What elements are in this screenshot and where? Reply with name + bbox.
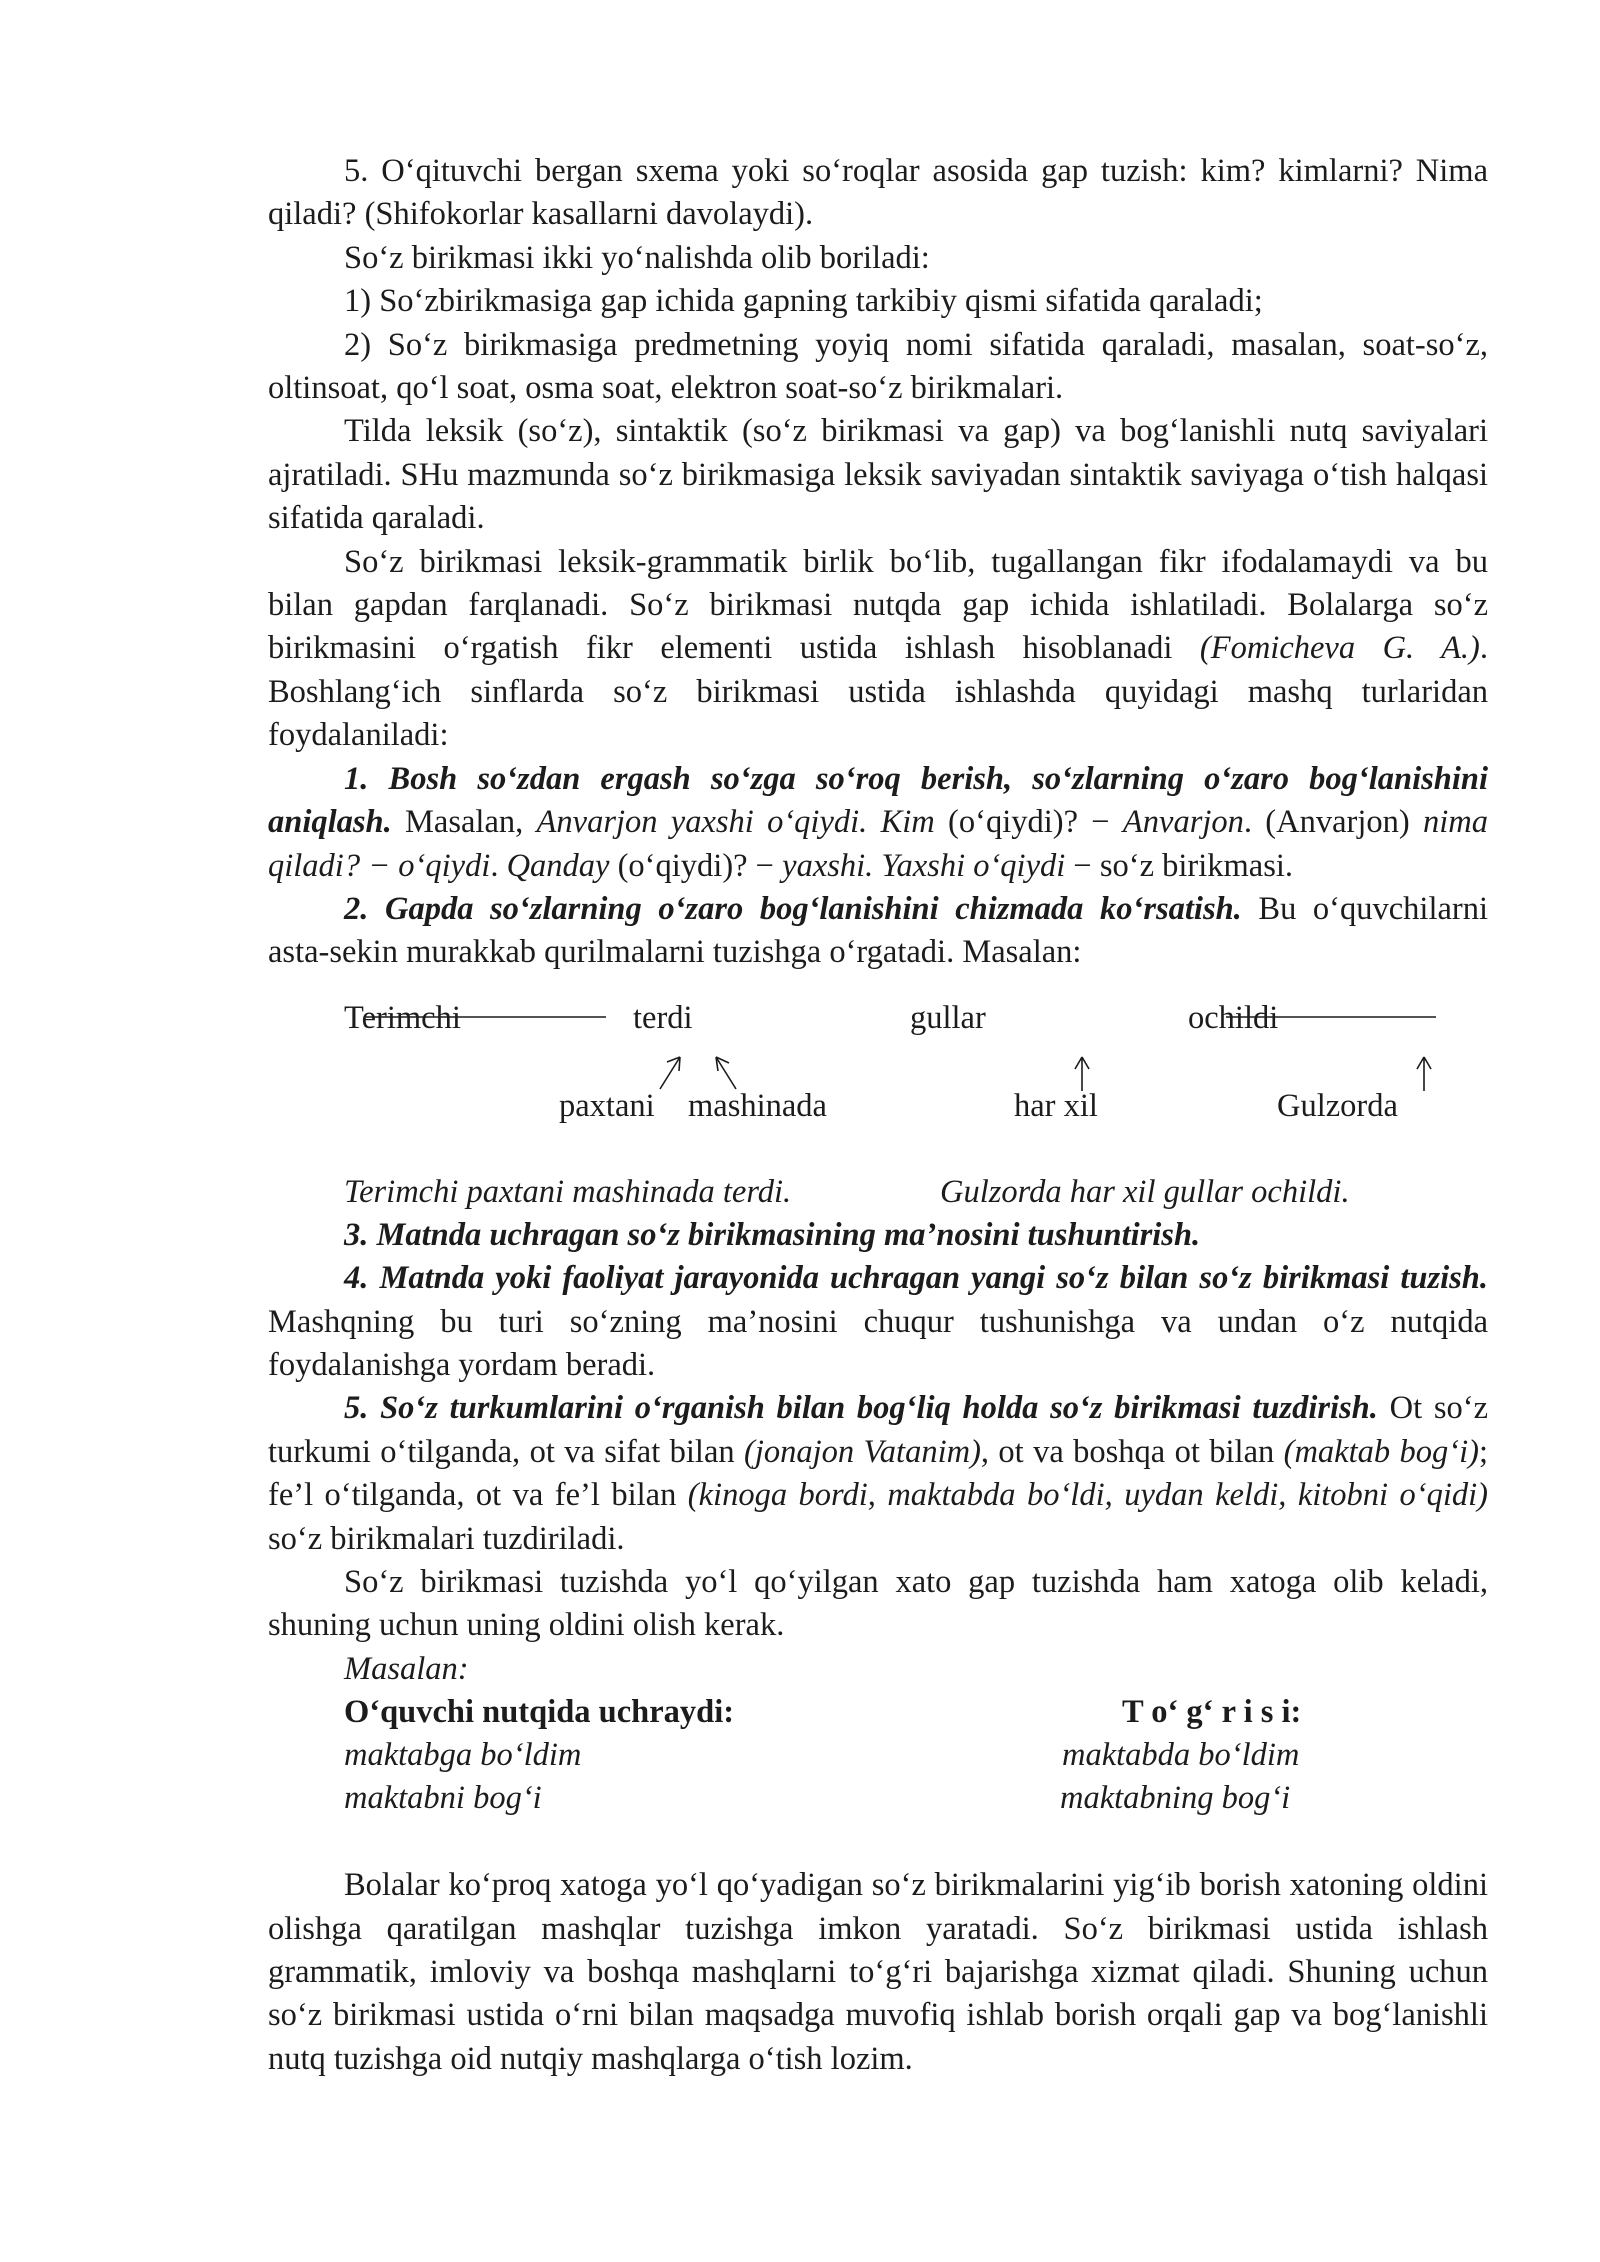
diagram-word: paxtani bbox=[559, 1087, 655, 1124]
text-run: so‘z birikmalari tuzdiriladi. bbox=[268, 1520, 625, 1557]
exercise-1-heading: 1. Bosh so‘zdan ergash so‘zga so‘roq berish, so‘zlarning o‘zaro bog‘lanishini aniqlash. bbox=[268, 760, 1488, 841]
diagram-word: mashinada bbox=[688, 1087, 827, 1124]
diagram-word: Gulzorda bbox=[1277, 1087, 1398, 1124]
paragraph-levels: Tilda leksik (so‘z), sintaktik (so‘z birikmasi va gap) va bog‘lanishli nutq saviyalari ajratiladi. SHu mazmunda so‘z birikmasiga leksik saviyadan sintaktik saviyaga o‘tish halqasi sifatida qaraladi. bbox=[268, 413, 1488, 537]
paragraph-errors: So‘z birikmasi tuzishda yo‘l qo‘yilgan xato gap tuzishda ham xatoga olib keladi, shuning uchun uning oldini olish kerak. bbox=[268, 1563, 1488, 1644]
example-run: yaxshi. Yaxshi o‘qiydi bbox=[782, 847, 1066, 884]
exercise-2-heading: 2. Gapda so‘zlarning o‘zaro bog‘lanishini chizmada ko‘rsatish. bbox=[344, 890, 1242, 927]
diagram-word: Terimchi bbox=[344, 999, 461, 1036]
exercise-4 bbox=[268, 1257, 1488, 1387]
diagram-word: har xil bbox=[1014, 1087, 1098, 1124]
text-run: (o‘qiydi)? − bbox=[934, 804, 1123, 841]
correction-table bbox=[268, 1691, 1488, 1821]
text-run: − so‘z birikmasi. bbox=[1065, 847, 1294, 884]
arrow-icon bbox=[660, 1057, 680, 1089]
text-run: ; fe’l o‘tilganda, ot va fe’l bilan bbox=[268, 1433, 1488, 1514]
paragraph-lexical-grammatical bbox=[268, 541, 1488, 758]
text-run: Mashqning bu turi so‘zning ma’nosini chuqur tushunishga va undan o‘z nutqida foydalanishga yordam beradi. bbox=[268, 1303, 1488, 1383]
example-run: Anvarjon yaxshi o‘qiydi. Kim bbox=[536, 804, 935, 841]
example-run: Qanday bbox=[506, 847, 610, 884]
paragraph-final: Bolalar ko‘proq xatoga yo‘l qo‘yadigan so‘z birikmalarini yig‘ib borish xatoning oldini olishga qaratilgan mashqlar tuzishga imkon yaratadi. So‘z birikmasi ustida ishlash grammatik, imloviy va boshqa mashqlarni to‘g‘ri bajarishga xizmat qiladi. Shuning uchun so‘z birikmasi ustida o‘rni bilan maqsadga muvofiq ishlab borish orqali gap va bog‘lanishli nutq tuzishga oid nutqiy mashqlarga o‘tish lozim. bbox=[268, 1867, 1488, 2077]
text-run: , ot va boshqa ot bilan bbox=[980, 1433, 1284, 1470]
diagram-word: ochildi bbox=[1188, 999, 1279, 1036]
paragraph-task-5: 5. O‘qituvchi bergan sxema yoki so‘roqlar asosida gap tuzish: kim? kimlarni? Nima qiladi? (Shifokorlar kasallarni davolaydi). bbox=[268, 153, 1488, 233]
table-cell: maktabda bo‘ldim bbox=[1062, 1737, 1300, 1774]
text-run: Ot so‘z turkumi o‘tilganda, ot va sifat bilan bbox=[268, 1390, 1488, 1470]
example-run: (kinoga bordi, maktabda bo‘ldi, uydan keldi, kitobni o‘qidi) bbox=[687, 1477, 1489, 1514]
table-right-heading: T o‘ g‘ r i s i: bbox=[1122, 1694, 1302, 1731]
example-run: (jonajon Vatanim) bbox=[744, 1433, 981, 1470]
exercise-3 bbox=[268, 1214, 1488, 1257]
arrow-icon bbox=[1417, 1057, 1431, 1091]
exercise-2 bbox=[268, 888, 1488, 975]
example-sentence-2: Gulzorda har xil gullar ochildi. bbox=[940, 1173, 1350, 1210]
text-run: . bbox=[490, 847, 507, 884]
example-run: nima qiladi? − o‘qiydi bbox=[268, 804, 1488, 884]
text-run: Bu o‘quvchilarni asta-sekin murakkab qurilmalarni tuzishga o‘rgatadi. Masalan: bbox=[268, 890, 1488, 971]
text-run: So‘z birikmasi leksik-grammatik birlik bo‘lib, tugallangan fikr ifodalamaydi va bu bilan gapdan farqlanadi. So‘z birikmasi nutqda gap ichida ishlatiladi. Bolalarga so‘z birikmasini o‘rgatish fikr elementi ustida ishlash hisoblanadi bbox=[268, 543, 1488, 667]
paragraph-direction-1: 1) So‘zbirikmasiga gap ichida gapning tarkibiy qismi sifatida qaraladi; bbox=[344, 283, 1263, 320]
exercise-1 bbox=[268, 758, 1488, 888]
exercise-3-heading: 3. Matnda uchragan so‘z birikmasining ma’nosini tushuntirish. bbox=[344, 1216, 1201, 1253]
exercise-4-heading: 4. Matnda yoki faoliyat jarayonida uchragan yangi so‘z bilan so‘z birikmasi tuzish. bbox=[344, 1260, 1488, 1297]
diagram-sentences bbox=[268, 1171, 1488, 1214]
document-page bbox=[268, 150, 1488, 2081]
paragraph-direction-2: 2) So‘z birikmasiga predmetning yoyiq nomi sifatida qaraladi, masalan, soat-so‘z, oltinsoat, qo‘l soat, osma soat, elektron soat-so‘z birikmalari. bbox=[268, 326, 1488, 407]
word-link-diagram bbox=[268, 997, 1488, 1171]
table-cell: maktabni bog‘i bbox=[344, 1780, 542, 1817]
table-left-heading: O‘quvchi nutqida uchraydi: bbox=[344, 1694, 735, 1731]
text-run: (o‘qiydi)? − bbox=[609, 847, 783, 884]
text-run: . (Anvarjon) bbox=[1243, 804, 1423, 841]
example-run: Anvarjon bbox=[1122, 804, 1244, 841]
diagram-word: gullar bbox=[910, 999, 986, 1036]
text-run: Masalan, bbox=[391, 804, 537, 841]
exercise-5-heading: 5. So‘z turkumlarini o‘rganish bilan bog‘liq holda so‘z birikmasi tuzdirish. bbox=[344, 1390, 1378, 1427]
citation: (Fomicheva G. A.) bbox=[1199, 630, 1480, 667]
exercise-5 bbox=[268, 1387, 1488, 1561]
table-cell: maktabga bo‘ldim bbox=[344, 1737, 582, 1774]
example-run: (maktab bog‘i) bbox=[1283, 1433, 1479, 1470]
masalan-label: Masalan: bbox=[344, 1650, 469, 1687]
paragraph-two-directions: So‘z birikmasi ikki yo‘nalishda olib boriladi: bbox=[344, 239, 930, 276]
table-cell: maktabning bog‘i bbox=[1060, 1780, 1291, 1817]
example-sentence-1: Terimchi paxtani mashinada terdi. bbox=[344, 1173, 792, 1210]
diagram-word: terdi bbox=[633, 999, 693, 1036]
text-run: . Boshlang‘ich sinflarda so‘z birikmasi ustida ishlashda quyidagi mashq turlaridan foydalaniladi: bbox=[268, 630, 1488, 754]
